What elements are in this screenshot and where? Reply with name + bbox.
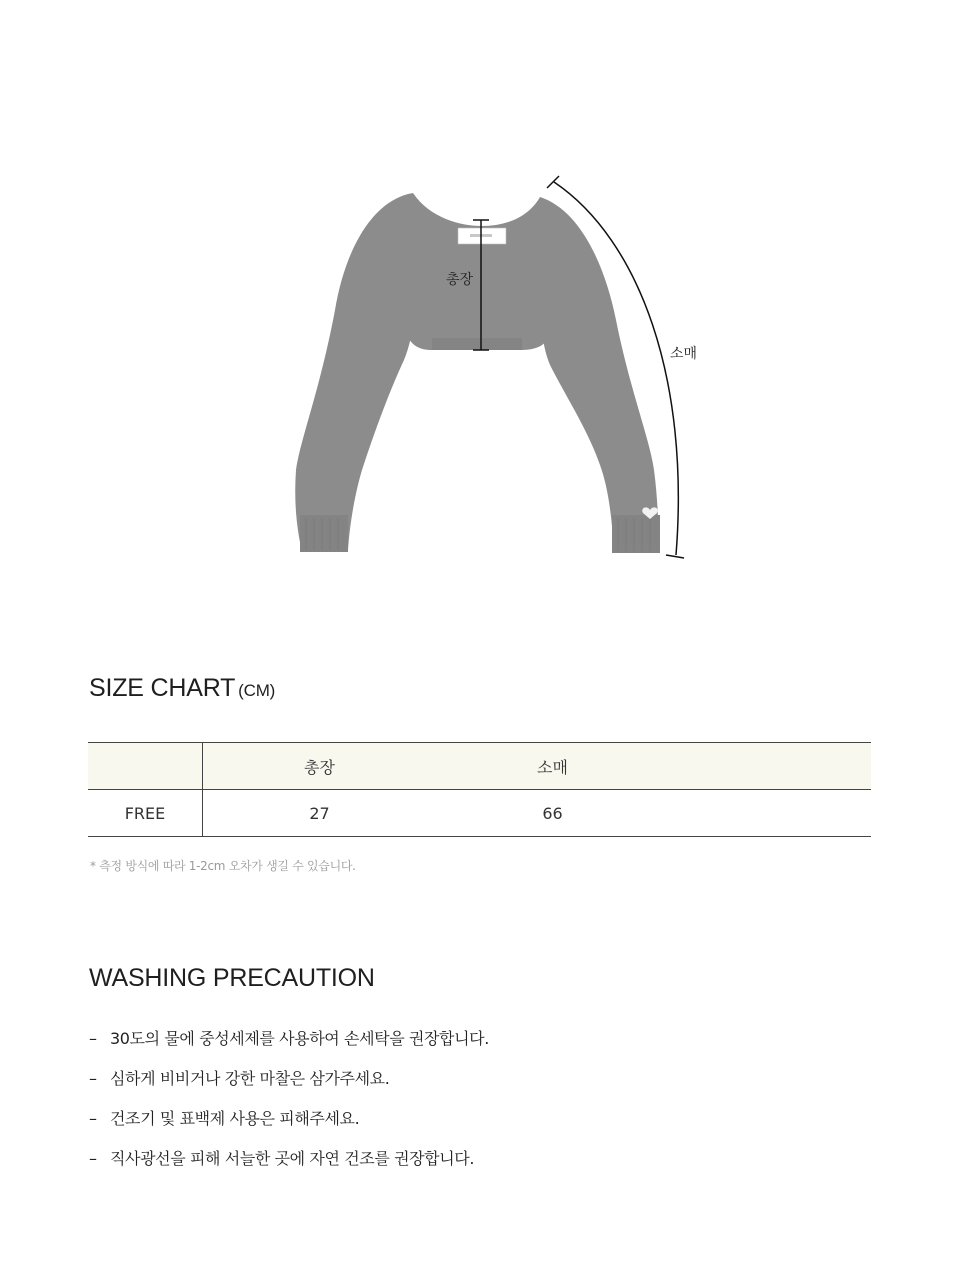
garment-drawing xyxy=(0,0,960,620)
list-item xyxy=(89,1027,489,1067)
bullet-dash: – xyxy=(89,1029,97,1048)
bullet-dash: – xyxy=(89,1109,97,1128)
washing-item-text: 30도의 물에 중성세제를 사용하여 손세탁을 권장합니다. xyxy=(110,1029,489,1048)
spacer-cell xyxy=(669,790,871,837)
header-length-cell: 총장 xyxy=(304,757,335,777)
list-item xyxy=(89,1067,489,1107)
washing-item-text: 직사광선을 피해 서늘한 곳에 자연 건조를 권장합니다. xyxy=(110,1149,475,1168)
bullet-dash: – xyxy=(89,1149,97,1168)
header-spacer-cell xyxy=(669,743,871,790)
washing-item-text: 건조기 및 표백제 사용은 피해주세요. xyxy=(110,1109,360,1128)
table-row xyxy=(88,790,871,837)
size-chart-table xyxy=(88,742,871,837)
size-cell: FREE xyxy=(88,790,203,837)
size-chart-header-row xyxy=(88,743,871,790)
garment-measurement-illustration xyxy=(0,0,960,620)
washing-item-text: 심하게 비비거나 강한 마찰은 삼가주세요. xyxy=(110,1069,390,1088)
bullet-dash: – xyxy=(89,1069,97,1088)
size-chart-unit: (CM) xyxy=(238,681,276,700)
header-size-cell xyxy=(88,743,203,790)
list-item xyxy=(89,1107,489,1147)
sleeve-dimension-label: 소매 xyxy=(670,346,698,362)
size-chart-title xyxy=(89,674,275,703)
size-chart-title-text: SIZE CHART xyxy=(89,674,236,702)
measurement-note: * 측정 방식에 따라 1-2cm 오차가 생길 수 있습니다. xyxy=(90,859,356,873)
garment-illustration-icon xyxy=(295,176,684,558)
sleeve-cell: 66 xyxy=(542,803,563,823)
list-item xyxy=(89,1147,489,1187)
length-cell: 27 xyxy=(309,803,330,823)
length-dimension-label: 총장 xyxy=(446,272,474,288)
washing-title: WASHING PRECAUTION xyxy=(89,964,375,992)
washing-list xyxy=(89,1027,489,1187)
header-sleeve-cell: 소매 xyxy=(537,757,568,777)
